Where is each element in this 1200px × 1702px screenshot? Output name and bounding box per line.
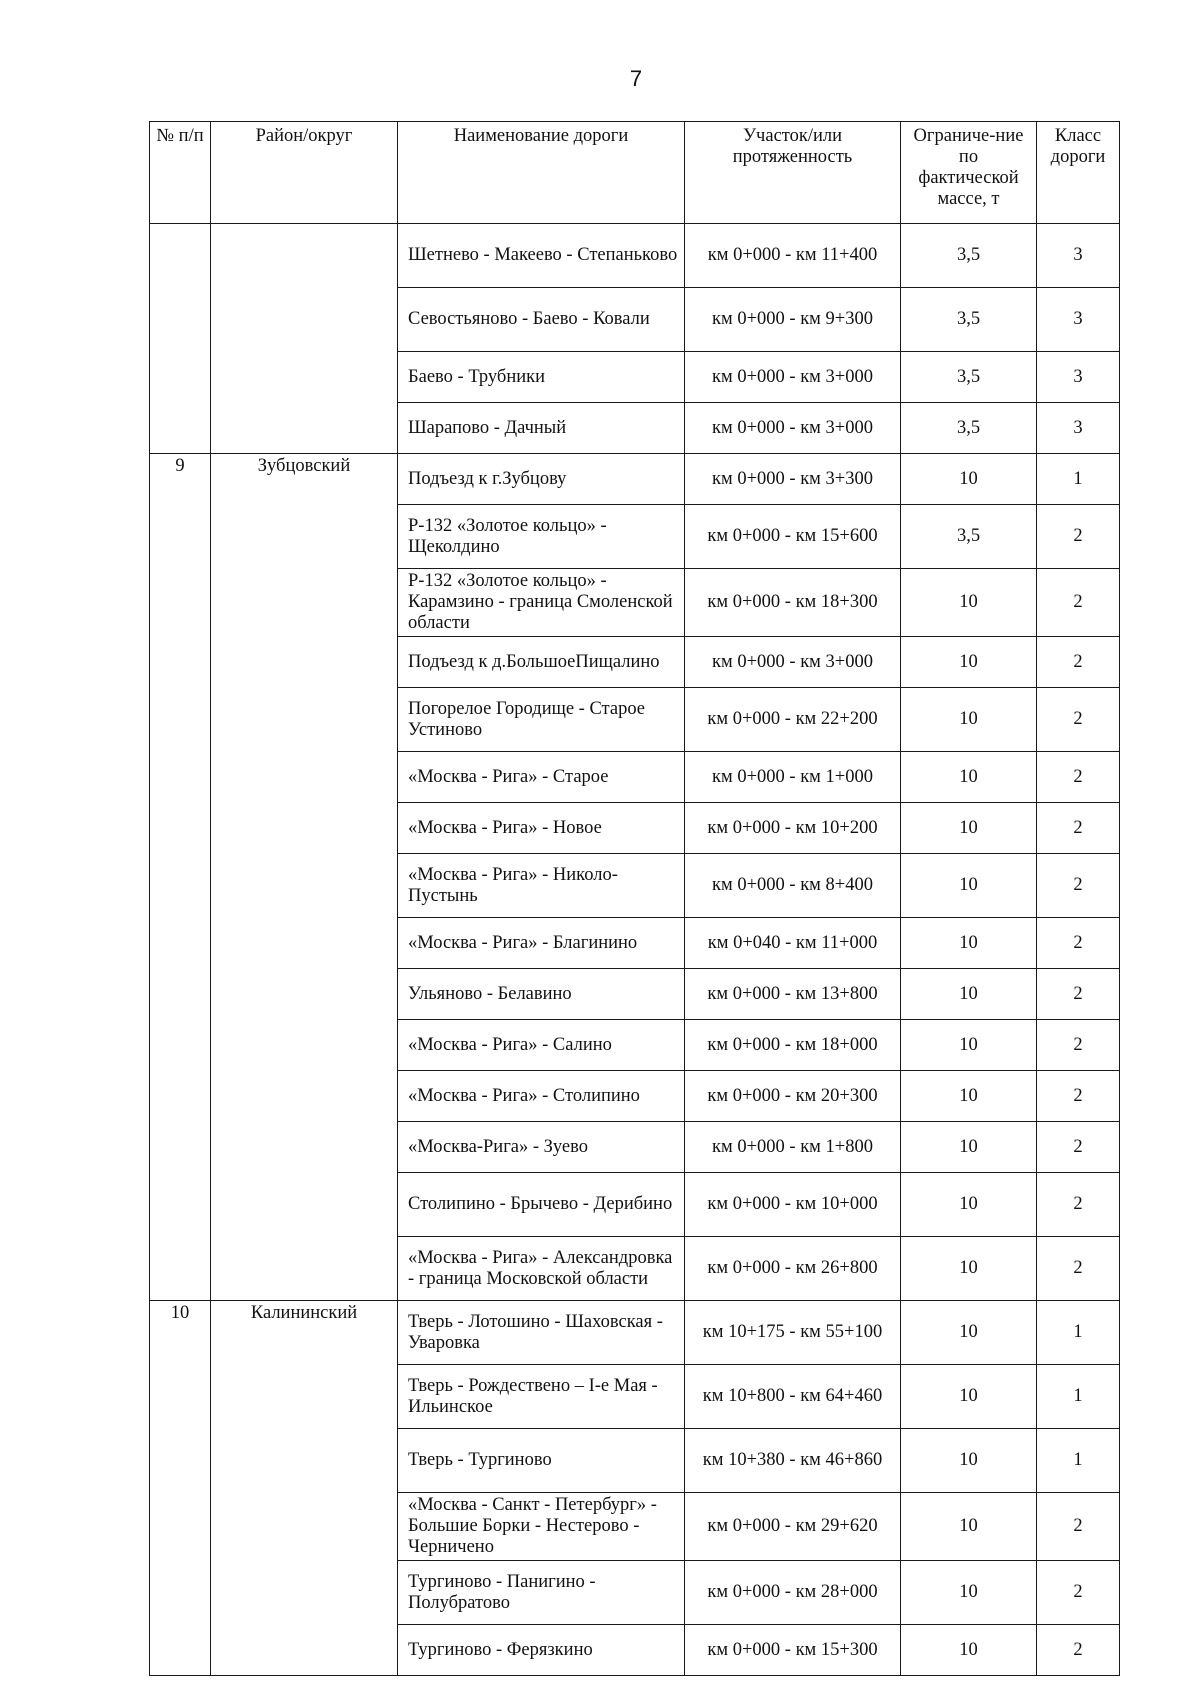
- mass-limit-cell: 10: [901, 1625, 1037, 1676]
- road-class-cell: 1: [1037, 1365, 1120, 1429]
- road-name-cell: Р-132 «Золотое кольцо» - Карамзино - граница Смоленской области: [398, 569, 685, 637]
- table-header-row: [150, 122, 1120, 224]
- road-class-cell: 2: [1037, 637, 1120, 688]
- section-cell: км 0+000 - км 8+400: [685, 854, 901, 918]
- road-name-cell: Баево - Трубники: [398, 352, 685, 403]
- section-cell: км 0+000 - км 15+300: [685, 1625, 901, 1676]
- road-name-cell: Ульяново - Белавино: [398, 969, 685, 1020]
- mass-limit-cell: 10: [901, 1301, 1037, 1365]
- page-number: 7: [629, 66, 643, 91]
- header-number: № п/п: [150, 122, 211, 224]
- road-name-cell: Севостьяново - Баево - Ковали: [398, 288, 685, 352]
- section-cell: км 0+000 - км 18+000: [685, 1020, 901, 1071]
- road-class-cell: 2: [1037, 854, 1120, 918]
- road-name-cell: «Москва - Рига» - Благинино: [398, 918, 685, 969]
- section-cell: км 0+000 - км 11+400: [685, 224, 901, 288]
- section-cell: км 0+000 - км 3+000: [685, 637, 901, 688]
- section-cell: км 0+000 - км 15+600: [685, 505, 901, 569]
- road-name-cell: Тверь - Лотошино - Шаховская - Уваровка: [398, 1301, 685, 1365]
- mass-limit-cell: 10: [901, 1173, 1037, 1237]
- road-name-cell: «Москва - Рига» - Старое: [398, 752, 685, 803]
- mass-limit-cell: 10: [901, 854, 1037, 918]
- section-cell: км 0+000 - км 22+200: [685, 688, 901, 752]
- district-cell: [211, 224, 398, 454]
- district-cell: Зубцовский: [211, 454, 398, 1301]
- section-cell: км 10+175 - км 55+100: [685, 1301, 901, 1365]
- section-cell: км 0+000 - км 20+300: [685, 1071, 901, 1122]
- section-cell: км 0+000 - км 9+300: [685, 288, 901, 352]
- mass-limit-cell: 10: [901, 1429, 1037, 1493]
- road-class-cell: 2: [1037, 688, 1120, 752]
- section-cell: км 0+000 - км 3+000: [685, 403, 901, 454]
- mass-limit-cell: 10: [901, 637, 1037, 688]
- row-number-cell: [150, 224, 211, 454]
- mass-limit-cell: 3,5: [901, 352, 1037, 403]
- road-class-cell: 3: [1037, 352, 1120, 403]
- road-name-cell: «Москва-Рига» - Зуево: [398, 1122, 685, 1173]
- road-class-cell: 3: [1037, 224, 1120, 288]
- road-name-cell: Погорелое Городище - Старое Устиново: [398, 688, 685, 752]
- section-cell: км 0+000 - км 3+300: [685, 454, 901, 505]
- mass-limit-cell: 3,5: [901, 505, 1037, 569]
- road-class-cell: 2: [1037, 1020, 1120, 1071]
- road-class-cell: 2: [1037, 969, 1120, 1020]
- table-row: [150, 454, 1120, 505]
- road-class-cell: 2: [1037, 505, 1120, 569]
- road-class-cell: 2: [1037, 1493, 1120, 1561]
- road-class-cell: 1: [1037, 454, 1120, 505]
- road-name-cell: Шетнево - Макеево - Степаньково: [398, 224, 685, 288]
- road-name-cell: «Москва - Рига» - Столипино: [398, 1071, 685, 1122]
- road-class-cell: 2: [1037, 1237, 1120, 1301]
- mass-limit-cell: 3,5: [901, 288, 1037, 352]
- header-section: Участок/или протяженность: [685, 122, 901, 224]
- section-cell: км 10+380 - км 46+860: [685, 1429, 901, 1493]
- section-cell: км 0+040 - км 11+000: [685, 918, 901, 969]
- table-row: [150, 1301, 1120, 1365]
- mass-limit-cell: 10: [901, 1071, 1037, 1122]
- header-road-name: Наименование дороги: [398, 122, 685, 224]
- mass-limit-cell: 10: [901, 1561, 1037, 1625]
- road-name-cell: Столипино - Брычево - Дерибино: [398, 1173, 685, 1237]
- district-cell: Калининский: [211, 1301, 398, 1676]
- row-number-cell: 10: [150, 1301, 211, 1676]
- mass-limit-cell: 10: [901, 1020, 1037, 1071]
- section-cell: км 0+000 - км 18+300: [685, 569, 901, 637]
- road-name-cell: Тургиново - Ферязкино: [398, 1625, 685, 1676]
- section-cell: км 0+000 - км 26+800: [685, 1237, 901, 1301]
- road-class-cell: 2: [1037, 918, 1120, 969]
- table-body: [150, 224, 1120, 1676]
- road-restrictions-table: [149, 121, 1120, 1676]
- section-cell: км 0+000 - км 10+200: [685, 803, 901, 854]
- mass-limit-cell: 10: [901, 1365, 1037, 1429]
- section-cell: км 0+000 - км 29+620: [685, 1493, 901, 1561]
- mass-limit-cell: 10: [901, 1493, 1037, 1561]
- road-class-cell: 2: [1037, 1071, 1120, 1122]
- section-cell: км 0+000 - км 13+800: [685, 969, 901, 1020]
- road-class-cell: 2: [1037, 752, 1120, 803]
- road-name-cell: «Москва - Рига» - Александровка - граница Московской области: [398, 1237, 685, 1301]
- road-name-cell: «Москва - Рига» - Салино: [398, 1020, 685, 1071]
- road-class-cell: 3: [1037, 403, 1120, 454]
- road-class-cell: 3: [1037, 288, 1120, 352]
- section-cell: км 0+000 - км 28+000: [685, 1561, 901, 1625]
- road-class-cell: 1: [1037, 1301, 1120, 1365]
- row-number-cell: 9: [150, 454, 211, 1301]
- road-name-cell: «Москва - Рига» - Новое: [398, 803, 685, 854]
- road-name-cell: Тверь - Рождествено – I-е Мая - Ильинское: [398, 1365, 685, 1429]
- section-cell: км 0+000 - км 10+000: [685, 1173, 901, 1237]
- section-cell: км 0+000 - км 1+000: [685, 752, 901, 803]
- road-class-cell: 2: [1037, 1122, 1120, 1173]
- road-class-cell: 2: [1037, 1561, 1120, 1625]
- mass-limit-cell: 10: [901, 454, 1037, 505]
- header-mass-limit: Ограниче-ние по фактической массе, т: [901, 122, 1037, 224]
- road-name-cell: «Москва - Санкт - Петербург» - Большие Борки - Нестерово - Черничено: [398, 1493, 685, 1561]
- road-name-cell: Подъезд к г.Зубцову: [398, 454, 685, 505]
- road-class-cell: 2: [1037, 569, 1120, 637]
- header-district: Район/округ: [211, 122, 398, 224]
- section-cell: км 0+000 - км 3+000: [685, 352, 901, 403]
- section-cell: км 0+000 - км 1+800: [685, 1122, 901, 1173]
- mass-limit-cell: 10: [901, 918, 1037, 969]
- road-class-cell: 2: [1037, 1625, 1120, 1676]
- mass-limit-cell: 10: [901, 569, 1037, 637]
- road-class-cell: 1: [1037, 1429, 1120, 1493]
- mass-limit-cell: 3,5: [901, 224, 1037, 288]
- road-name-cell: Р-132 «Золотое кольцо» - Щеколдино: [398, 505, 685, 569]
- mass-limit-cell: 10: [901, 969, 1037, 1020]
- mass-limit-cell: 10: [901, 1237, 1037, 1301]
- road-name-cell: Тверь - Тургиново: [398, 1429, 685, 1493]
- table-row: [150, 224, 1120, 288]
- mass-limit-cell: 10: [901, 688, 1037, 752]
- mass-limit-cell: 10: [901, 803, 1037, 854]
- road-name-cell: «Москва - Рига» - Николо-Пустынь: [398, 854, 685, 918]
- mass-limit-cell: 10: [901, 752, 1037, 803]
- road-name-cell: Шарапово - Дачный: [398, 403, 685, 454]
- header-road-class: Класс дороги: [1037, 122, 1120, 224]
- section-cell: км 10+800 - км 64+460: [685, 1365, 901, 1429]
- mass-limit-cell: 3,5: [901, 403, 1037, 454]
- road-class-cell: 2: [1037, 1173, 1120, 1237]
- road-name-cell: Тургиново - Панигино - Полубратово: [398, 1561, 685, 1625]
- road-class-cell: 2: [1037, 803, 1120, 854]
- mass-limit-cell: 10: [901, 1122, 1037, 1173]
- road-name-cell: Подъезд к д.БольшоеПищалино: [398, 637, 685, 688]
